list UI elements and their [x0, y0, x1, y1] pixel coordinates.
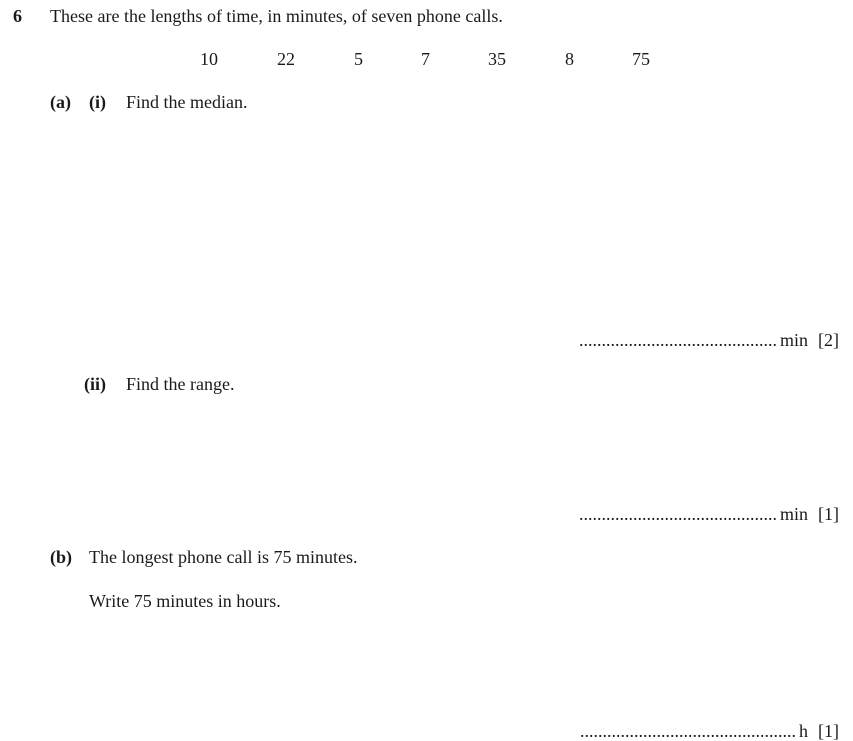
answer-line-median[interactable] [579, 331, 839, 349]
data-value: 35 [488, 49, 506, 69]
answer-dots: ............................................ [578, 330, 777, 350]
data-value: 22 [277, 49, 295, 69]
data-value: 8 [565, 49, 574, 69]
part-a-label: (a) [50, 92, 71, 112]
marks-label: [1] [818, 504, 839, 524]
question-stem: These are the lengths of time, in minutes, of seven phone calls. [50, 6, 503, 26]
data-value: 75 [632, 49, 650, 69]
answer-line-range[interactable] [579, 505, 839, 523]
data-value: 5 [354, 49, 363, 69]
marks-label: [2] [818, 330, 839, 350]
answer-unit: min [779, 504, 808, 524]
answer-unit: min [779, 330, 808, 350]
answer-line-hours[interactable] [580, 722, 839, 740]
part-b-label: (b) [50, 547, 72, 567]
marks-label: [1] [818, 721, 839, 741]
part-b-statement: The longest phone call is 75 minutes. [89, 547, 358, 567]
part-a-i-prompt: Find the median. [126, 92, 248, 112]
data-value: 7 [421, 49, 430, 69]
part-b-prompt: Write 75 minutes in hours. [89, 591, 281, 611]
part-a-ii-label: (ii) [84, 374, 106, 394]
answer-dots: ................................................ [580, 721, 796, 741]
answer-unit: h [799, 721, 808, 741]
question-number: 6 [13, 6, 22, 26]
part-a-i-label: (i) [89, 92, 106, 112]
answer-dots: ............................................ [578, 504, 777, 524]
data-value: 10 [200, 49, 218, 69]
part-a-ii-prompt: Find the range. [126, 374, 235, 394]
